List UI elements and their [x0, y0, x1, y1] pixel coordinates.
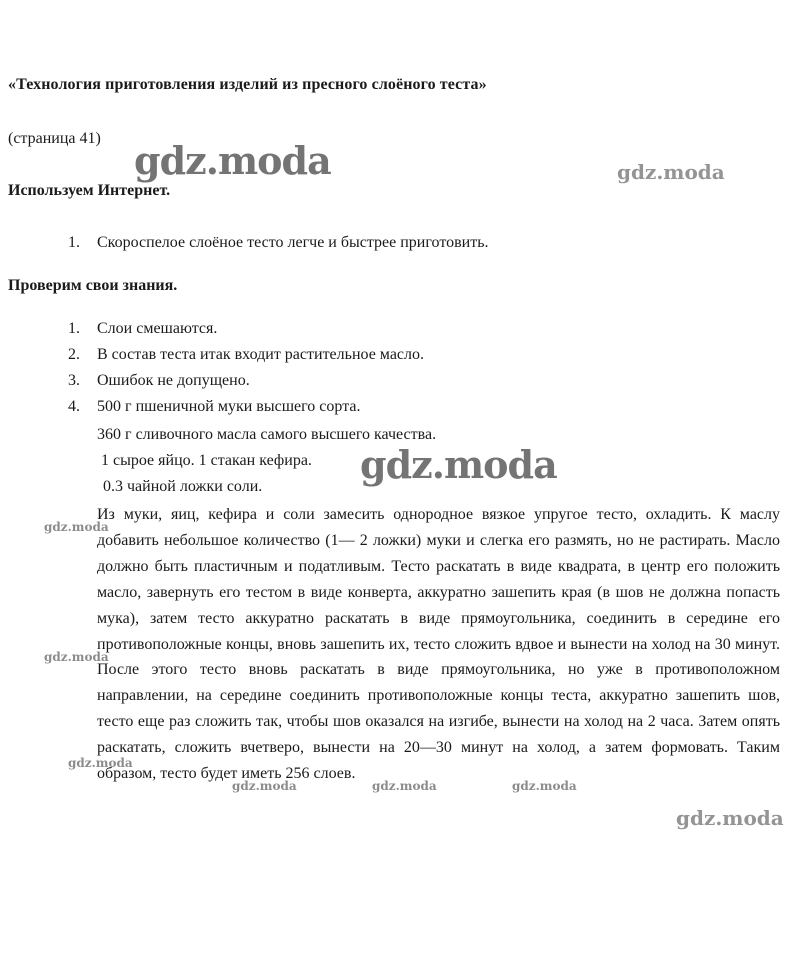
knowledge-answers-list	[68, 316, 424, 420]
list-item	[68, 368, 424, 394]
ingredient-line: 360 г сливочного масла самого высшего качества.	[97, 426, 437, 443]
ingredient-line: 0.3 чайной ложки соли.	[103, 478, 263, 495]
watermark: gdz.moda	[68, 756, 133, 770]
list-item-text: Ошибок не допущено.	[97, 372, 250, 389]
watermark: gdz.moda	[44, 520, 109, 534]
ingredient-line: 1 сырое яйцо. 1 стакан кефира.	[101, 452, 312, 469]
watermark: gdz.moda	[134, 138, 331, 183]
internet-answers-list	[68, 230, 489, 256]
list-item-number: 1.	[68, 320, 80, 337]
page-reference: (страница 41)	[8, 130, 101, 147]
list-item-number: 3.	[68, 372, 80, 389]
list-item-number: 2.	[68, 346, 80, 363]
watermark: gdz.moda	[676, 806, 784, 830]
knowledge-section-heading: Проверим свои знания.	[8, 277, 178, 294]
recipe-paragraph: Из муки, яиц, кефира и соли замесить однородное вязкое упругое тесто, охладить. К маслу добавить небольшое количество (1— 2 ложки) муки и слегка его размять, но не растирать. Масло должно быть пластичным и податливым. Тесто раскатать в виде квадрата, в центр его положить масло, завернуть его тестом в виде конверта, аккуратно зашепить края (в шов не должна попасть мука), затем тесто аккуратно раскатать в виде прямоугольника, соединить в середине его противоположные концы, вновь зашепить их, тесто сложить вдвое и вынести на холод на 30 минут. После этого тесто вновь раскатать в виде прямоугольника, но уже в противоположном направлении, на середине соединить противоположные концы теста, аккуратно зашепить шов, тесто еще раз сложить так, чтобы шов оказался на изгибе, вынести на холод на 2 часа. Затем опять раскатать, сложить вчетверо, вынести на 20—30 минут на холод, а затем формовать. Таким образом, тесто будет иметь 256 слоев.	[97, 506, 780, 783]
list-item-number: 1.	[68, 234, 80, 251]
internet-section-heading: Используем Интернет.	[8, 182, 171, 199]
list-item	[68, 394, 424, 420]
list-item-text: Скороспелое слоёное тесто легче и быстрее приготовить.	[97, 234, 489, 251]
watermark: gdz.moda	[44, 650, 109, 664]
list-item	[68, 230, 489, 256]
list-item	[68, 316, 424, 342]
watermark: gdz.moda	[360, 442, 557, 487]
watermark: gdz.moda	[372, 779, 437, 793]
watermark: gdz.moda	[617, 160, 725, 184]
list-item-text: В состав теста итак входит растительное масло.	[97, 346, 424, 363]
watermark: gdz.moda	[232, 779, 297, 793]
list-item-text: Слои смешаются.	[97, 320, 218, 337]
list-item	[68, 342, 424, 368]
list-item-text: 500 г пшеничной муки высшего сорта.	[97, 398, 361, 415]
list-item-number: 4.	[68, 398, 80, 415]
watermark: gdz.moda	[512, 779, 577, 793]
document-title: «Технология приготовления изделий из пресного слоёного теста»	[8, 76, 487, 93]
